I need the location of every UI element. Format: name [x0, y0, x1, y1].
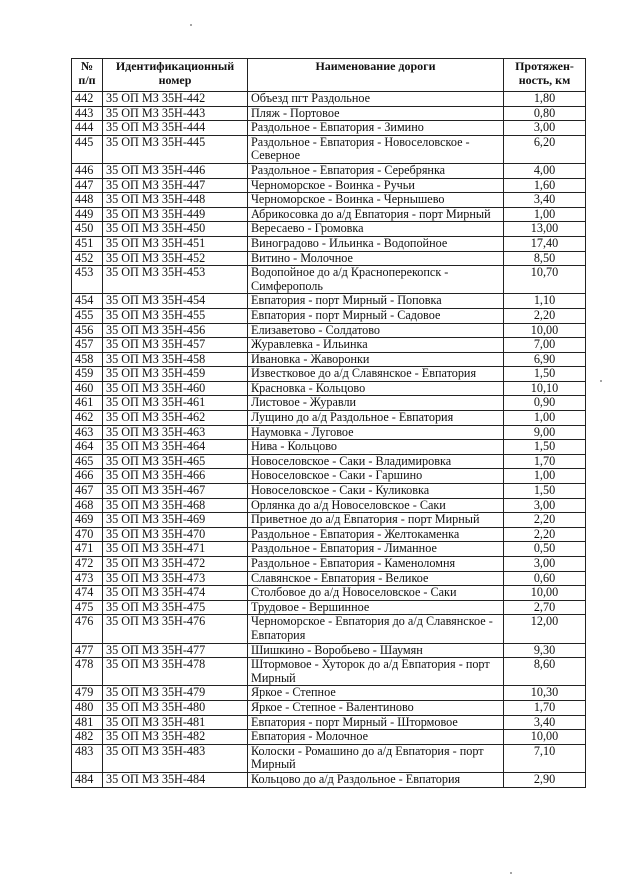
row-id: 35 ОП МЗ 35Н-468: [103, 498, 248, 513]
row-id: 35 ОП МЗ 35Н-458: [103, 352, 248, 367]
table-row: [72, 513, 586, 528]
table-row: [72, 469, 586, 484]
table-row: [72, 686, 586, 701]
row-length: 10,00: [504, 323, 586, 338]
row-id: 35 ОП МЗ 35Н-470: [103, 527, 248, 542]
scan-speck: [190, 24, 192, 26]
row-number: 443: [72, 106, 103, 121]
row-id: 35 ОП МЗ 35Н-480: [103, 700, 248, 715]
row-road-name: Новоселовское - Саки - Гаршино: [248, 469, 504, 484]
row-road-name: Черноморское - Воинка - Чернышево: [248, 193, 504, 208]
row-length: 7,10: [504, 744, 586, 772]
table-row: [72, 163, 586, 178]
table-row: [72, 106, 586, 121]
row-id: 35 ОП МЗ 35Н-484: [103, 772, 248, 787]
row-id: 35 ОП МЗ 35Н-466: [103, 469, 248, 484]
row-road-name: Трудовое - Вершинное: [248, 600, 504, 615]
table-row: [72, 121, 586, 136]
table-row: [72, 454, 586, 469]
row-number: 455: [72, 308, 103, 323]
row-length: 10,70: [504, 266, 586, 294]
row-id: 35 ОП МЗ 35Н-452: [103, 251, 248, 266]
row-length: 3,40: [504, 193, 586, 208]
row-length: 1,00: [504, 207, 586, 222]
row-number: 481: [72, 715, 103, 730]
row-length: 0,90: [504, 396, 586, 411]
table-row: [72, 658, 586, 686]
row-length: 3,00: [504, 121, 586, 136]
row-id: 35 ОП МЗ 35Н-471: [103, 542, 248, 557]
row-road-name: Листовое - Журавли: [248, 396, 504, 411]
row-id: 35 ОП МЗ 35Н-482: [103, 730, 248, 745]
table-row: [72, 772, 586, 787]
row-number: 447: [72, 178, 103, 193]
row-length: 2,20: [504, 513, 586, 528]
row-length: 9,30: [504, 643, 586, 658]
row-number: 463: [72, 425, 103, 440]
row-id: 35 ОП МЗ 35Н-457: [103, 338, 248, 353]
row-length: 0,80: [504, 106, 586, 121]
row-number: 467: [72, 484, 103, 499]
table-row: [72, 135, 586, 163]
row-road-name: Приветное до а/д Евпатория - порт Мирный: [248, 513, 504, 528]
row-length: 1,50: [504, 440, 586, 455]
row-road-name: Елизаветово - Солдатово: [248, 323, 504, 338]
row-length: 10,10: [504, 381, 586, 396]
table-row: [72, 557, 586, 572]
row-length: 17,40: [504, 236, 586, 251]
row-number: 446: [72, 163, 103, 178]
table-row: [72, 600, 586, 615]
row-id: 35 ОП МЗ 35Н-453: [103, 266, 248, 294]
row-number: 468: [72, 498, 103, 513]
row-length: 1,50: [504, 367, 586, 382]
row-id: 35 ОП МЗ 35Н-465: [103, 454, 248, 469]
header-num: № п/п: [72, 59, 103, 92]
row-length: 8,50: [504, 251, 586, 266]
header-name: Наименование дороги: [248, 59, 504, 92]
table-row: [72, 207, 586, 222]
table-body: [72, 92, 586, 788]
row-road-name: Шишкино - Воробьево - Шаумян: [248, 643, 504, 658]
row-number: 465: [72, 454, 103, 469]
row-length: 9,00: [504, 425, 586, 440]
row-road-name: Евпатория - Молочное: [248, 730, 504, 745]
row-number: 483: [72, 744, 103, 772]
row-length: 10,00: [504, 730, 586, 745]
table-row: [72, 498, 586, 513]
row-number: 452: [72, 251, 103, 266]
row-length: 1,70: [504, 454, 586, 469]
row-length: 2,20: [504, 527, 586, 542]
row-road-name: Объезд пгт Раздольное: [248, 92, 504, 107]
row-id: 35 ОП МЗ 35Н-460: [103, 381, 248, 396]
table-row: [72, 411, 586, 426]
row-id: 35 ОП МЗ 35Н-446: [103, 163, 248, 178]
row-id: 35 ОП МЗ 35Н-467: [103, 484, 248, 499]
table-row: [72, 251, 586, 266]
table-row: [72, 715, 586, 730]
row-length: 2,20: [504, 308, 586, 323]
row-id: 35 ОП МЗ 35Н-445: [103, 135, 248, 163]
row-number: 475: [72, 600, 103, 615]
row-number: 451: [72, 236, 103, 251]
row-number: 473: [72, 571, 103, 586]
row-number: 460: [72, 381, 103, 396]
row-id: 35 ОП МЗ 35Н-473: [103, 571, 248, 586]
row-id: 35 ОП МЗ 35Н-472: [103, 557, 248, 572]
row-id: 35 ОП МЗ 35Н-477: [103, 643, 248, 658]
table-row: [72, 323, 586, 338]
row-id: 35 ОП МЗ 35Н-443: [103, 106, 248, 121]
row-road-name: Евпатория - порт Мирный - Поповка: [248, 294, 504, 309]
row-number: 478: [72, 658, 103, 686]
table-row: [72, 92, 586, 107]
table-row: [72, 381, 586, 396]
row-road-name: Кольцово до а/д Раздольное - Евпатория: [248, 772, 504, 787]
row-road-name: Раздольное - Евпатория - Серебрянка: [248, 163, 504, 178]
table-row: [72, 700, 586, 715]
header-id: Идентификационный номер: [103, 59, 248, 92]
row-number: 442: [72, 92, 103, 107]
header-length: Протяжен-ность, км: [504, 59, 586, 92]
row-road-name: Водопойное до а/д Красноперекопск - Симферополь: [248, 266, 504, 294]
row-road-name: Вересаево - Громовка: [248, 222, 504, 237]
row-length: 8,60: [504, 658, 586, 686]
row-id: 35 ОП МЗ 35Н-456: [103, 323, 248, 338]
row-length: 12,00: [504, 615, 586, 643]
row-number: 462: [72, 411, 103, 426]
table-row: [72, 294, 586, 309]
row-road-name: Штормовое - Хуторок до а/д Евпатория - порт Мирный: [248, 658, 504, 686]
row-number: 482: [72, 730, 103, 745]
row-id: 35 ОП МЗ 35Н-448: [103, 193, 248, 208]
table-row: [72, 615, 586, 643]
row-number: 454: [72, 294, 103, 309]
row-id: 35 ОП МЗ 35Н-442: [103, 92, 248, 107]
row-length: 1,00: [504, 411, 586, 426]
table-row: [72, 396, 586, 411]
row-length: 6,20: [504, 135, 586, 163]
row-number: 456: [72, 323, 103, 338]
table-row: [72, 527, 586, 542]
row-road-name: Раздольное - Евпатория - Новоселовское - Северное: [248, 135, 504, 163]
row-id: 35 ОП МЗ 35Н-479: [103, 686, 248, 701]
row-length: 2,90: [504, 772, 586, 787]
row-length: 3,40: [504, 715, 586, 730]
table-row: [72, 586, 586, 601]
row-road-name: Пляж - Портовое: [248, 106, 504, 121]
row-road-name: Новоселовское - Саки - Владимировка: [248, 454, 504, 469]
row-road-name: Новоселовское - Саки - Куликовка: [248, 484, 504, 499]
table-row: [72, 193, 586, 208]
row-id: 35 ОП МЗ 35Н-474: [103, 586, 248, 601]
row-length: 1,50: [504, 484, 586, 499]
row-length: 3,00: [504, 498, 586, 513]
row-road-name: Яркое - Степное: [248, 686, 504, 701]
row-road-name: Раздольное - Евпатория - Лиманное: [248, 542, 504, 557]
row-road-name: Славянское - Евпатория - Великое: [248, 571, 504, 586]
row-id: 35 ОП МЗ 35Н-464: [103, 440, 248, 455]
row-road-name: Раздольное - Евпатория - Каменоломня: [248, 557, 504, 572]
row-length: 10,30: [504, 686, 586, 701]
row-road-name: Абрикосовка до а/д Евпатория - порт Мирный: [248, 207, 504, 222]
row-number: 480: [72, 700, 103, 715]
row-road-name: Красновка - Кольцово: [248, 381, 504, 396]
row-number: 444: [72, 121, 103, 136]
row-length: 7,00: [504, 338, 586, 353]
row-id: 35 ОП МЗ 35Н-450: [103, 222, 248, 237]
row-id: 35 ОП МЗ 35Н-461: [103, 396, 248, 411]
row-id: 35 ОП МЗ 35Н-444: [103, 121, 248, 136]
row-road-name: Лущино до а/д Раздольное - Евпатория: [248, 411, 504, 426]
row-length: 2,70: [504, 600, 586, 615]
row-road-name: Черноморское - Воинка - Ручьи: [248, 178, 504, 193]
row-id: 35 ОП МЗ 35Н-454: [103, 294, 248, 309]
table-row: [72, 571, 586, 586]
row-id: 35 ОП МЗ 35Н-478: [103, 658, 248, 686]
row-id: 35 ОП МЗ 35Н-462: [103, 411, 248, 426]
row-id: 35 ОП МЗ 35Н-483: [103, 744, 248, 772]
table-row: [72, 236, 586, 251]
row-road-name: Евпатория - порт Мирный - Садовое: [248, 308, 504, 323]
row-length: 10,00: [504, 586, 586, 601]
row-number: 474: [72, 586, 103, 601]
row-number: 470: [72, 527, 103, 542]
row-road-name: Витино - Молочное: [248, 251, 504, 266]
row-road-name: Евпатория - порт Мирный - Штормовое: [248, 715, 504, 730]
row-road-name: Яркое - Степное - Валентиново: [248, 700, 504, 715]
table-row: [72, 178, 586, 193]
table-row: [72, 730, 586, 745]
row-number: 484: [72, 772, 103, 787]
row-road-name: Виноградово - Ильинка - Водопойное: [248, 236, 504, 251]
scan-speck: [510, 872, 512, 874]
row-number: 445: [72, 135, 103, 163]
row-road-name: Ивановка - Жаворонки: [248, 352, 504, 367]
row-id: 35 ОП МЗ 35Н-455: [103, 308, 248, 323]
row-road-name: Нива - Кольцово: [248, 440, 504, 455]
table-row: [72, 643, 586, 658]
row-road-name: Наумовка - Луговое: [248, 425, 504, 440]
row-number: 464: [72, 440, 103, 455]
scan-speck: [600, 380, 602, 382]
row-road-name: Журавлевка - Ильинка: [248, 338, 504, 353]
row-road-name: Раздольное - Евпатория - Желтокаменка: [248, 527, 504, 542]
table-row: [72, 484, 586, 499]
row-id: 35 ОП МЗ 35Н-476: [103, 615, 248, 643]
header-row: [72, 59, 586, 92]
table-row: [72, 367, 586, 382]
row-length: 3,00: [504, 557, 586, 572]
row-id: 35 ОП МЗ 35Н-481: [103, 715, 248, 730]
row-length: 1,80: [504, 92, 586, 107]
row-id: 35 ОП МЗ 35Н-475: [103, 600, 248, 615]
row-number: 476: [72, 615, 103, 643]
row-number: 459: [72, 367, 103, 382]
row-length: 1,70: [504, 700, 586, 715]
row-id: 35 ОП МЗ 35Н-449: [103, 207, 248, 222]
row-length: 1,00: [504, 469, 586, 484]
row-length: 1,60: [504, 178, 586, 193]
table-row: [72, 425, 586, 440]
row-number: 453: [72, 266, 103, 294]
table-row: [72, 222, 586, 237]
row-road-name: Известковое до а/д Славянское - Евпатория: [248, 367, 504, 382]
row-road-name: Столбовое до а/д Новоселовское - Саки: [248, 586, 504, 601]
table-row: [72, 744, 586, 772]
row-number: 458: [72, 352, 103, 367]
row-number: 472: [72, 557, 103, 572]
table-header: [72, 59, 586, 92]
table-row: [72, 338, 586, 353]
row-id: 35 ОП МЗ 35Н-447: [103, 178, 248, 193]
row-number: 469: [72, 513, 103, 528]
row-id: 35 ОП МЗ 35Н-463: [103, 425, 248, 440]
row-number: 457: [72, 338, 103, 353]
row-id: 35 ОП МЗ 35Н-451: [103, 236, 248, 251]
row-road-name: Раздольное - Евпатория - Зимино: [248, 121, 504, 136]
table-row: [72, 440, 586, 455]
row-road-name: Колоски - Ромашино до а/д Евпатория - порт Мирный: [248, 744, 504, 772]
row-number: 477: [72, 643, 103, 658]
row-length: 0,60: [504, 571, 586, 586]
row-number: 466: [72, 469, 103, 484]
row-number: 471: [72, 542, 103, 557]
row-id: 35 ОП МЗ 35Н-469: [103, 513, 248, 528]
table-row: [72, 308, 586, 323]
table-row: [72, 352, 586, 367]
row-number: 450: [72, 222, 103, 237]
row-number: 448: [72, 193, 103, 208]
row-length: 6,90: [504, 352, 586, 367]
row-length: 4,00: [504, 163, 586, 178]
row-length: 13,00: [504, 222, 586, 237]
roads-table: [71, 58, 586, 788]
row-number: 461: [72, 396, 103, 411]
table-row: [72, 542, 586, 557]
row-length: 1,10: [504, 294, 586, 309]
row-road-name: Орлянка до а/д Новоселовское - Саки: [248, 498, 504, 513]
table-row: [72, 266, 586, 294]
row-road-name: Черноморское - Евпатория до а/д Славянское - Евпатория: [248, 615, 504, 643]
row-id: 35 ОП МЗ 35Н-459: [103, 367, 248, 382]
row-number: 449: [72, 207, 103, 222]
row-length: 0,50: [504, 542, 586, 557]
row-number: 479: [72, 686, 103, 701]
